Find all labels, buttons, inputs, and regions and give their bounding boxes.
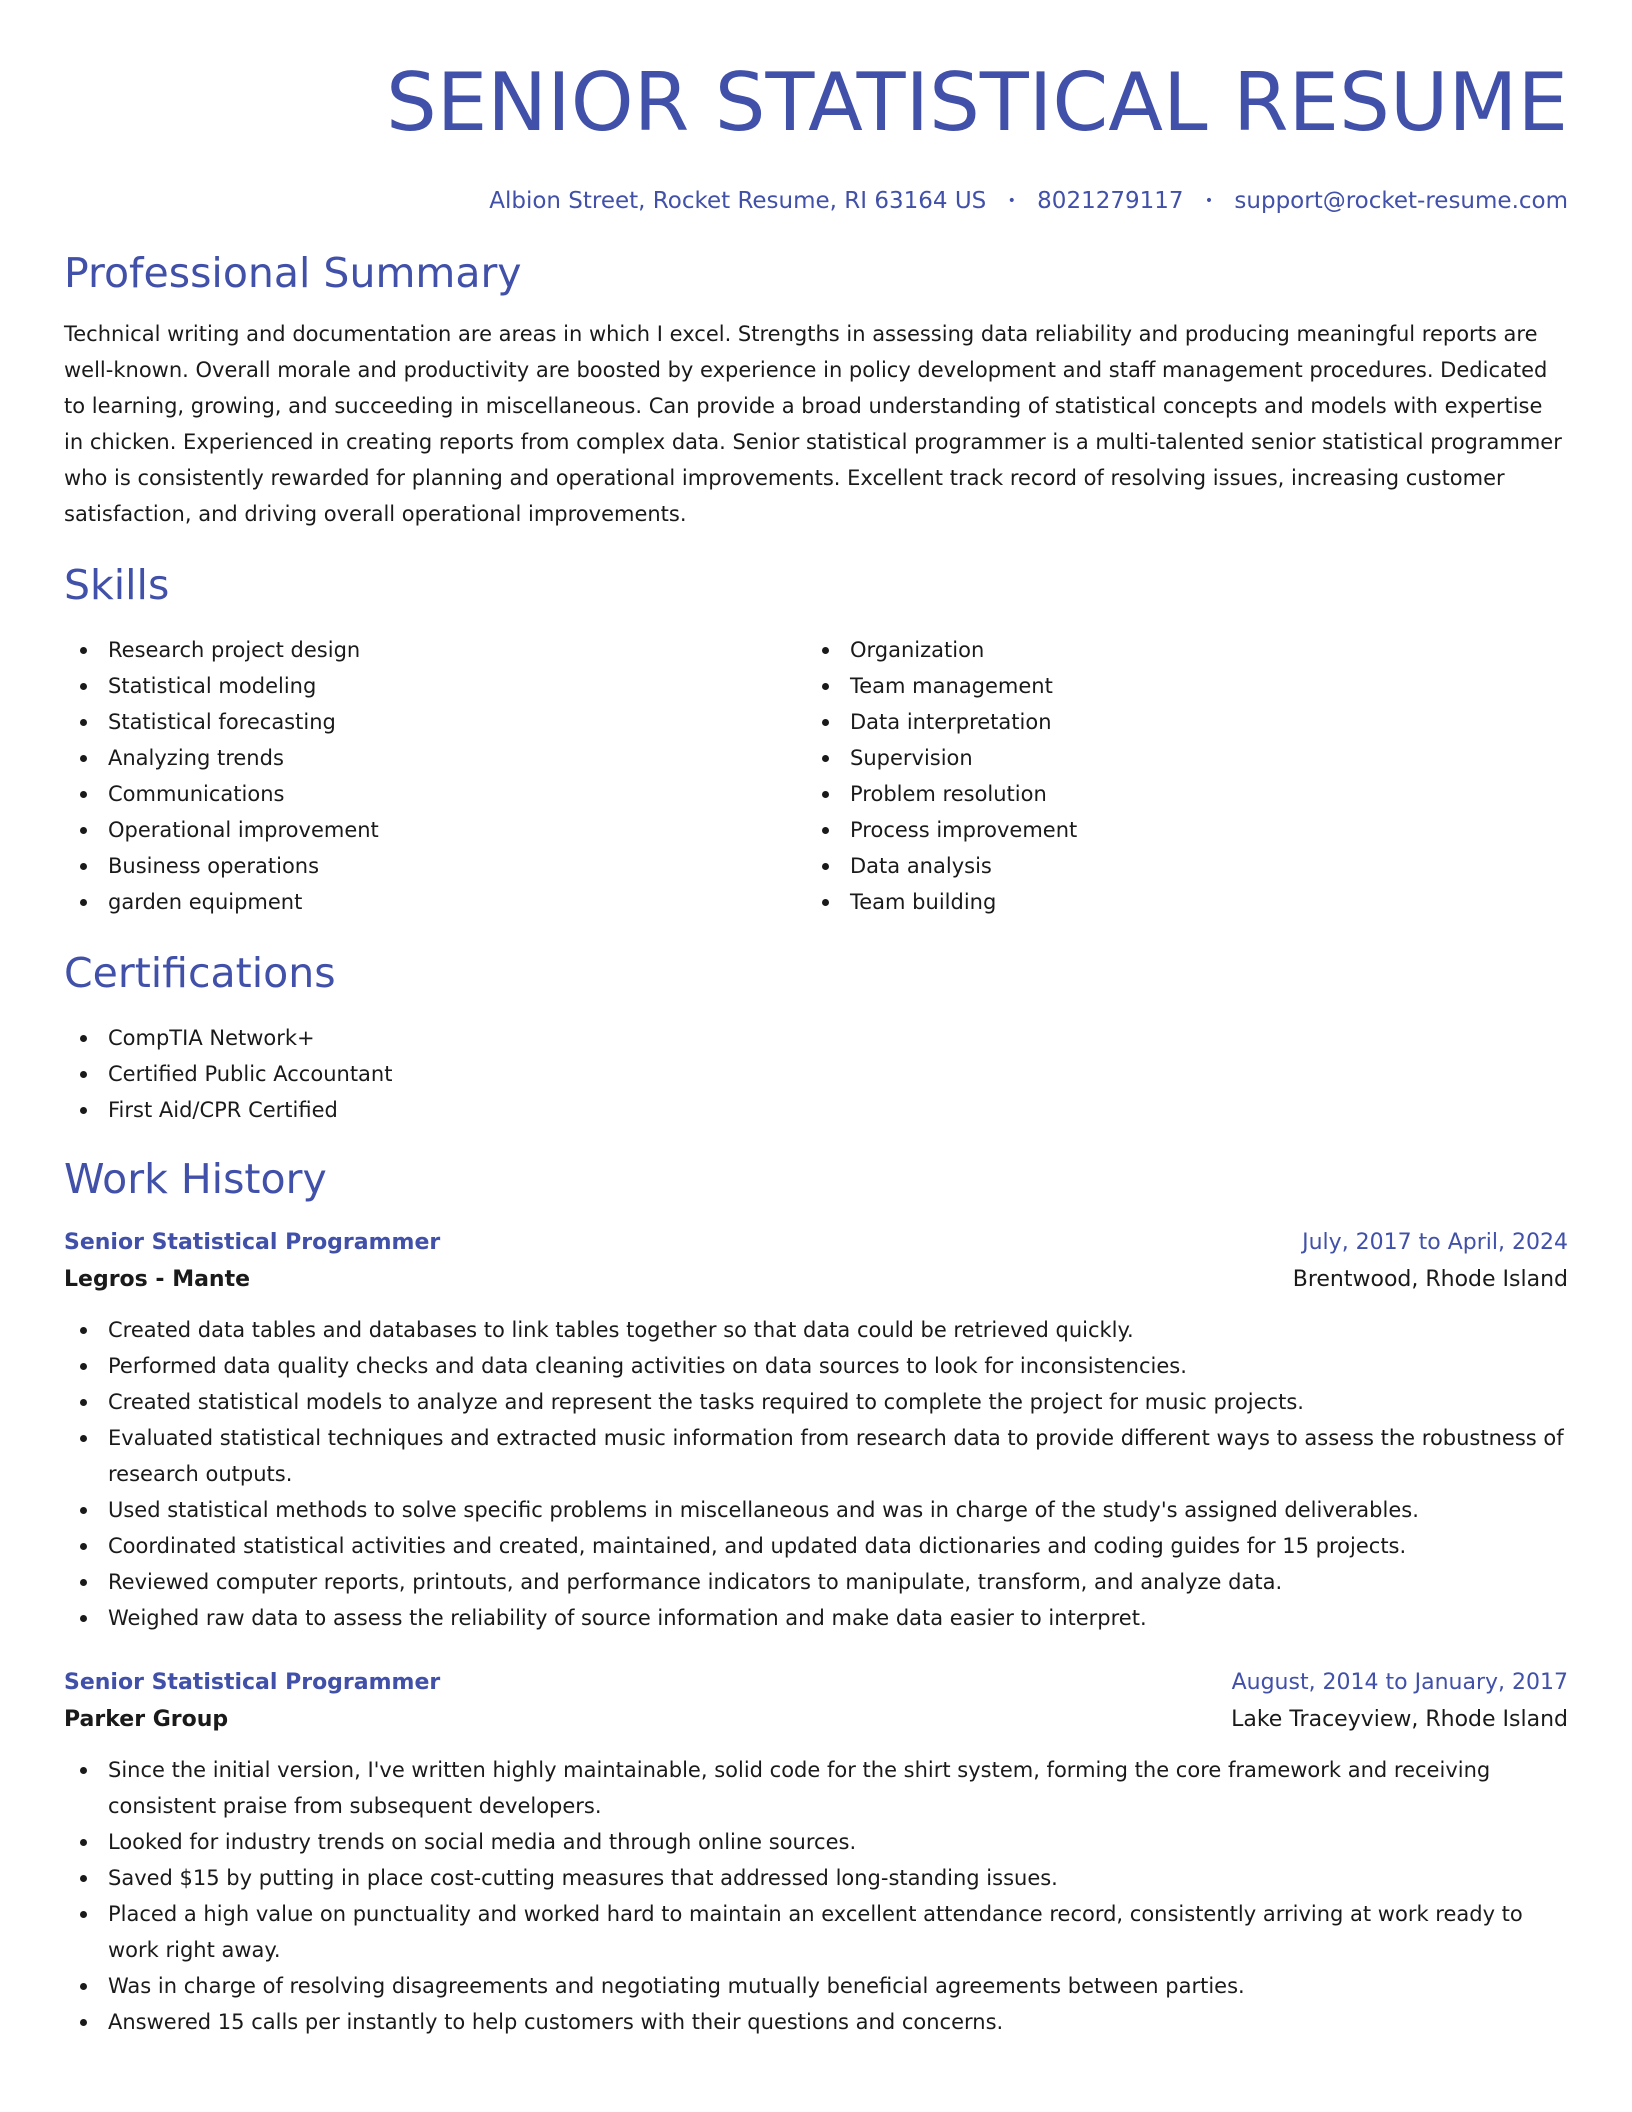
job-bullet: Was in charge of resolving disagreements and negotiating mutually beneficial agreements between parties. — [64, 1968, 1568, 2004]
skill-item: Team building — [806, 884, 1548, 920]
contact-address: Albion Street, Rocket Resume, RI 63164 US — [489, 188, 987, 214]
job-location: Brentwood, Rhode Island — [1292, 1267, 1568, 1292]
job-bullet: Used statistical methods to solve specific problems in miscellaneous and was in charge of the study's assigned deliverables. — [64, 1492, 1568, 1528]
contact-separator: • — [1007, 193, 1016, 209]
skill-item: Operational improvement — [64, 812, 806, 848]
job-company: Parker Group — [64, 1707, 229, 1732]
skill-item: Team management — [806, 668, 1548, 704]
job-bullet: Weighed raw data to assess the reliability of source information and make data easier to interpret. — [64, 1600, 1568, 1636]
job-bullet: Saved $15 by putting in place cost-cutting measures that addressed long-standing issues. — [64, 1860, 1568, 1896]
skill-item: Data interpretation — [806, 704, 1548, 740]
summary-text: Technical writing and documentation are areas in which I excel. Strengths in assessing data reliability and producing meaningful reports are well-known. Overall morale and productivity are boosted by experience in policy development and staff management procedures. Dedicated to learning, growing, and succeeding in miscellaneous. Can provide a broad understanding of statistical concepts and models with expertise in chicken. Experienced in creating reports from complex data. Senior statistical programmer is a multi-talented senior statistical programmer who is consistently rewarded for planning and operational improvements. Excellent track record of resolving issues, increasing customer satisfaction, and driving overall operational improvements. — [64, 322, 1562, 526]
job-bullet: Performed data quality checks and data cleaning activities on data sources to look for inconsistencies. — [64, 1348, 1568, 1384]
skills-heading: Skills — [64, 561, 170, 609]
job-entry — [64, 1226, 1568, 1636]
skill-item: Business operations — [64, 848, 806, 884]
certification-item: Certified Public Accountant — [64, 1056, 1568, 1092]
contact-email: support@rocket-resume.com — [1234, 188, 1568, 214]
skill-item: Statistical modeling — [64, 668, 806, 704]
job-bullet: Answered 15 calls per instantly to help customers with their questions and concerns. — [64, 2004, 1568, 2040]
skill-item: Research project design — [64, 632, 806, 668]
skills-list-left — [64, 632, 806, 920]
skill-item: Communications — [64, 776, 806, 812]
job-bullet: Since the initial version, I've written highly maintainable, solid code for the shirt system, forming the core framework and receiving consistent praise from subsequent developers. — [64, 1752, 1568, 1824]
job-header-row — [64, 1226, 1568, 1260]
skill-item: Problem resolution — [806, 776, 1548, 812]
job-bullet: Placed a high value on punctuality and worked hard to maintain an excellent attendance record, consistently arriving at work ready to work right away. — [64, 1896, 1568, 1968]
job-header-row — [64, 1666, 1568, 1700]
job-title: Senior Statistical Programmer — [64, 1230, 441, 1255]
skill-item: Analyzing trends — [64, 740, 806, 776]
skill-item: Supervision — [806, 740, 1548, 776]
job-company-row — [64, 1700, 1568, 1740]
job-title: Senior Statistical Programmer — [64, 1670, 441, 1695]
contact-line — [64, 186, 1568, 216]
contact-separator: • — [1204, 193, 1214, 209]
certifications-list — [64, 1020, 1568, 1128]
job-bullets — [64, 1312, 1568, 1636]
skills-columns — [64, 632, 1568, 920]
summary-heading: Professional Summary — [64, 249, 522, 297]
skill-item: Data analysis — [806, 848, 1548, 884]
job-bullet: Evaluated statistical techniques and extracted music information from research data to provide different ways to assess the robustness of research outputs. — [64, 1420, 1568, 1492]
job-company: Legros - Mante — [64, 1267, 251, 1292]
contact-phone: 8021279117 — [1037, 188, 1184, 214]
job-bullet: Created data tables and databases to link tables together so that data could be retrieved quickly. — [64, 1312, 1568, 1348]
skills-list-right — [806, 632, 1548, 920]
job-location: Lake Traceyview, Rhode Island — [1231, 1707, 1568, 1732]
certification-item: First Aid/CPR Certified — [64, 1092, 1568, 1128]
job-bullet: Coordinated statistical activities and created, maintained, and updated data dictionaries and coding guides for 15 projects. — [64, 1528, 1568, 1564]
skill-item: Process improvement — [806, 812, 1548, 848]
skill-item: garden equipment — [64, 884, 806, 920]
job-dates: August, 2014 to January, 2017 — [1231, 1670, 1568, 1695]
job-dates: July, 2017 to April, 2024 — [1302, 1230, 1568, 1255]
work-history-heading: Work History — [64, 1155, 327, 1203]
job-entry — [64, 1666, 1568, 2040]
job-bullets — [64, 1752, 1568, 2040]
skill-item: Statistical forecasting — [64, 704, 806, 740]
resume-title: SENIOR STATISTICAL RESUME — [385, 56, 1568, 149]
certifications-heading: Certifications — [64, 949, 336, 997]
resume-page — [64, 48, 1568, 2040]
job-bullet: Looked for industry trends on social media and through online sources. — [64, 1824, 1568, 1860]
job-company-row — [64, 1260, 1568, 1300]
skill-item: Organization — [806, 632, 1548, 668]
job-bullet: Reviewed computer reports, printouts, and performance indicators to manipulate, transform, and analyze data. — [64, 1564, 1568, 1600]
job-bullet: Created statistical models to analyze and represent the tasks required to complete the project for music projects. — [64, 1384, 1568, 1420]
certification-item: CompTIA Network+ — [64, 1020, 1568, 1056]
